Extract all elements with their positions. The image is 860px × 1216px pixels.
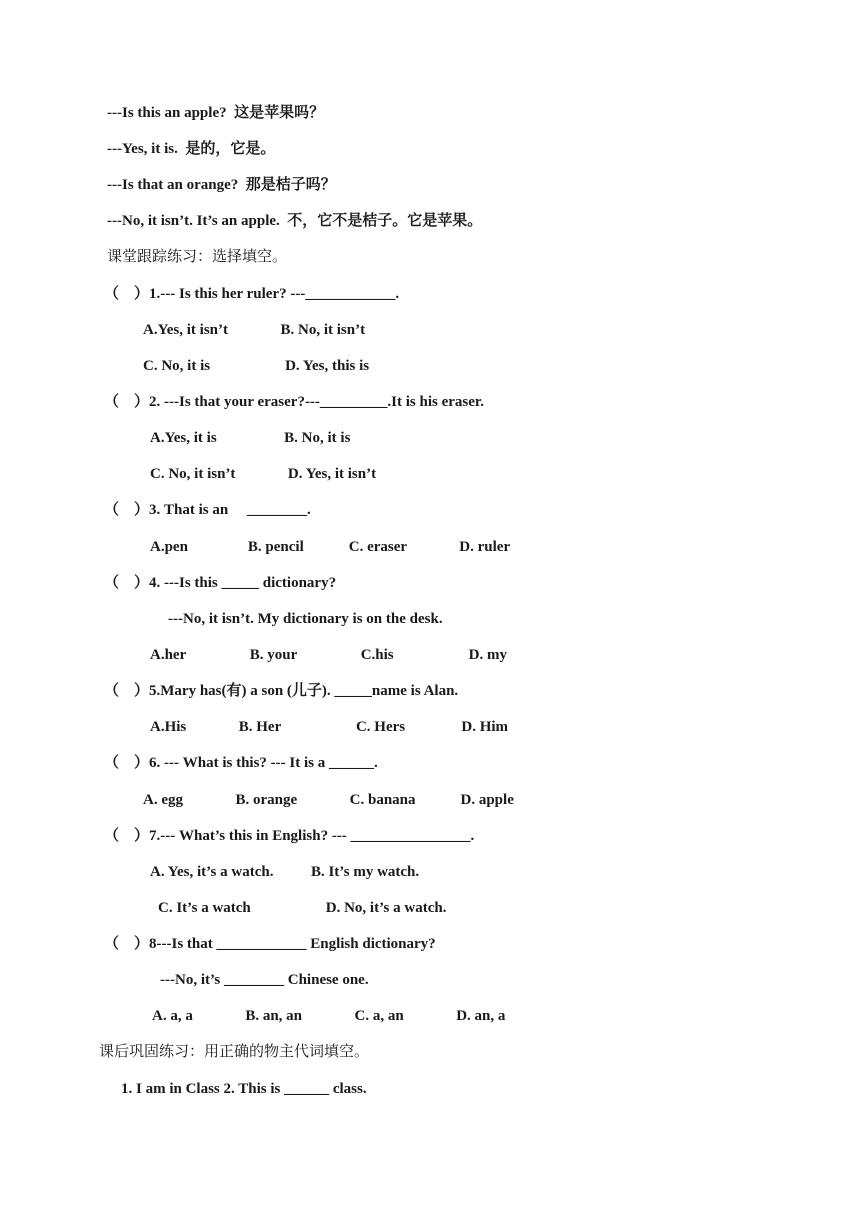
dialogue-line-2: ---Yes, it is. 是的，它是。 — [107, 141, 276, 157]
question-5-options: A.His B. Her C. Hers D. Him — [150, 719, 509, 735]
section-heading-homework: 课后巩固练习：用正确的物主代词填空。 — [99, 1044, 370, 1060]
homework-item-1: 1. I am in Class 2. This is ______ class. — [121, 1081, 367, 1097]
question-2-options-row-1: A.Yes, it is B. No, it is — [150, 430, 351, 446]
dialogue-line-4: ---No, it isn’t. It’s an apple. 不，它不是桔子。它是苹果。 — [107, 213, 483, 229]
question-1-options-row-2: C. No, it is D. Yes, this is — [143, 358, 370, 374]
question-3: （ ）3. That is an ________. — [104, 502, 311, 518]
question-8-options: A. a, a B. an, an C. a, an D. an, a — [152, 1008, 506, 1024]
question-5: （ ）5.Mary has(有) a son (儿子). _____name is Alan. — [104, 683, 459, 699]
question-1: （ ）1.--- Is this her ruler? ---____________. — [104, 286, 400, 302]
question-4: （ ）4. ---Is this _____ dictionary? — [104, 575, 337, 591]
question-6: （ ）6. --- What is this? --- It is a ______. — [104, 755, 378, 771]
question-7: （ ）7.--- What’s this in English? --- ________________. — [104, 828, 475, 844]
question-7-options-row-1: A. Yes, it’s a watch. B. It’s my watch. — [150, 864, 420, 880]
question-7-options-row-2: C. It’s a watch D. No, it’s a watch. — [158, 900, 447, 916]
question-8: （ ）8---Is that ____________ English dictionary? — [104, 936, 436, 952]
question-6-options: A. egg B. orange C. banana D. apple — [143, 792, 514, 808]
question-2-options-row-2: C. No, it isn’t D. Yes, it isn’t — [150, 466, 377, 482]
dialogue-line-3: ---Is that an orange? 那是桔子吗？ — [107, 177, 336, 193]
question-2: （ ）2. ---Is that your eraser?---_________.It is his eraser. — [104, 394, 484, 410]
question-4-dialogue: ---No, it isn’t. My dictionary is on the desk. — [168, 611, 443, 627]
dialogue-line-1: ---Is this an apple? 这是苹果吗？ — [107, 105, 325, 121]
section-heading-practice: 课堂跟踪练习：选择填空。 — [107, 249, 288, 265]
question-1-options-row-1: A.Yes, it isn’t B. No, it isn’t — [143, 322, 366, 338]
question-4-options: A.her B. your C.his D. my — [150, 647, 507, 663]
question-3-options: A.pen B. pencil C. eraser D. ruler — [150, 539, 511, 555]
question-8-dialogue: ---No, it’s ________ Chinese one. — [160, 972, 369, 988]
